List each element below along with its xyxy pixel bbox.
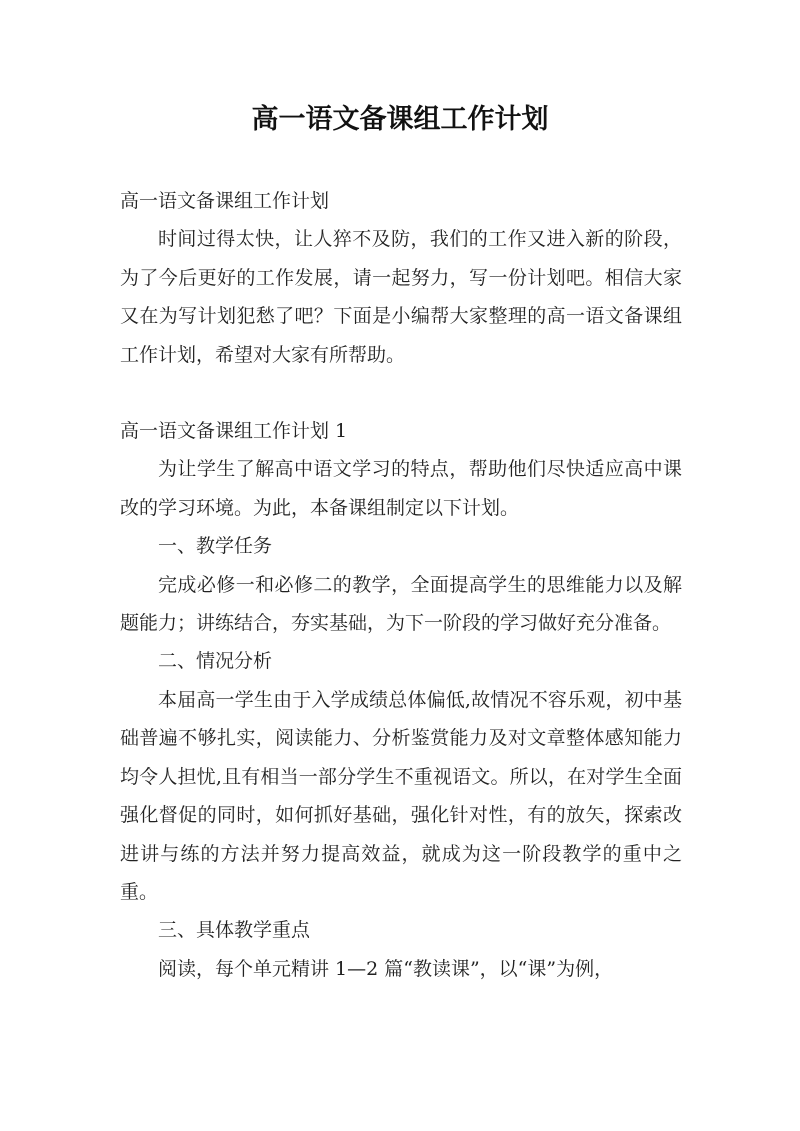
section1-heading: 高一语文备课组工作计划 1: [120, 420, 348, 443]
part2-heading: 二、情况分析: [158, 650, 273, 673]
intro-paragraph: 时间过得太快，让人猝不及防，我们的工作又进入新的阶段，为了今后更好的工作发展，请一起努力，写一份计划吧。相信大家又在为写计划犯愁了吧？下面是小编帮大家整理的高一语文备课组工作计划，希望对大家有所帮助。: [120, 228, 682, 366]
section1-intro-paragraph: 为让学生了解高中语文学习的特点，帮助他们尽快适应高中课改的学习环境。为此，本备课组制定以下计划。: [120, 458, 682, 519]
part3-paragraph: 阅读，每个单元精讲 1—2 篇“教读课”，以“课”为例，: [158, 957, 614, 980]
intro-heading: 高一语文备课组工作计划: [120, 190, 330, 212]
part3-heading: 三、具体教学重点: [158, 919, 311, 942]
document-body: [120, 182, 682, 988]
part2-paragraph: 本届高一学生由于入学成绩总体偏低,故情况不容乐观，初中基础普遍不够扎实，阅读能力、分析鉴赏能力及对文章整体感知能力均令人担忧,且有相当一部分学生不重视语文。所以，在对学生全面强化督促的同时，如何抓好基础，强化针对性，有的放矢，探索改进讲与练的方法并努力提高效益，就成为这一阶段教学的重中之重。: [120, 688, 682, 903]
part1-paragraph: 完成必修一和必修二的教学，全面提高学生的思维能力以及解题能力；讲练结合，夯实基础，为下一阶段的学习做好充分准备。: [120, 573, 682, 635]
document-title: 高一语文备课组工作计划: [251, 104, 549, 135]
part1-heading: 一、教学任务: [158, 535, 273, 558]
